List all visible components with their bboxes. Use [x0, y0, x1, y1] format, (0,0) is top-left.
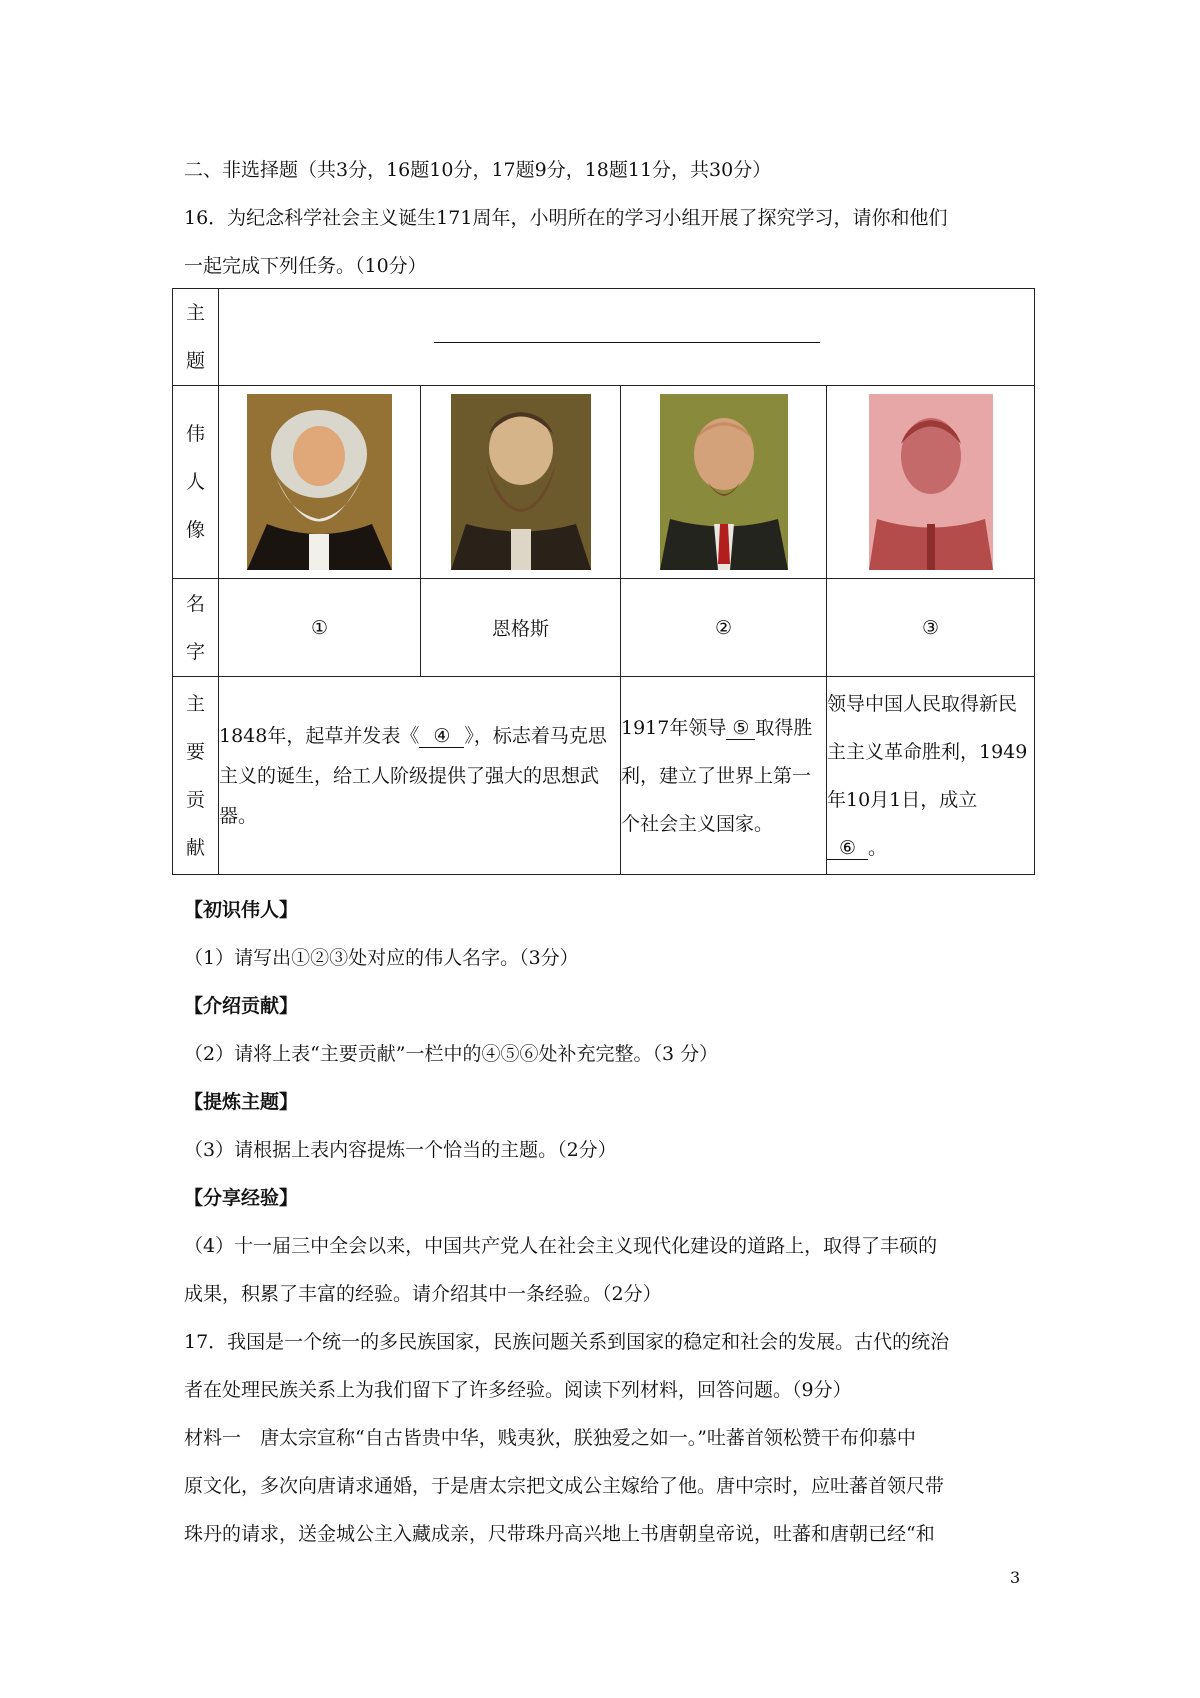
task1-text: （1）请写出①②③处对应的伟人名字。（3分）	[184, 947, 579, 969]
portrait-lenin	[660, 394, 788, 570]
portrait-label: 伟人像	[173, 386, 219, 579]
task1-heading: 【初识伟人】	[184, 899, 299, 921]
q17-line4: 原文化，多次向唐请求通婚，于是唐太宗把文成公主嫁给了他。唐中宗时，应吐蕃首领尺带	[184, 1475, 945, 1497]
q16-line2: 一起完成下列任务。（10分）	[184, 255, 427, 277]
section-title: 二、非选择题（共3分，16题10分，17题9分，18题11分，共30分）	[184, 159, 772, 181]
task4-text-line2: 成果，积累了丰富的经验。请介绍其中一条经验。（2分）	[184, 1283, 662, 1305]
task3-text: （3）请根据上表内容提炼一个恰当的主题。（2分）	[184, 1139, 617, 1161]
name-cell-2: 恩格斯	[421, 579, 621, 677]
name-row	[173, 579, 1035, 677]
theme-blank-cell	[219, 289, 1035, 386]
blank-5: ⑤	[726, 717, 755, 740]
task4-text: （4）十一届三中全会以来，中国共产党人在社会主义现代化建设的道路上，取得了丰硕的	[184, 1235, 938, 1257]
portrait-row	[173, 386, 1035, 579]
contribution-row	[173, 677, 1035, 875]
portrait-cell-1	[219, 386, 421, 579]
contribution-lenin: 1917年领导 ⑤ 取得胜利，建立了世界上第一个社会主义国家。	[621, 677, 827, 875]
q17-line2: 者在处理民族关系上为我们留下了许多经验。阅读下列材料，回答问题。（9分）	[184, 1379, 852, 1401]
q16-line1: 16．为纪念科学社会主义诞生171周年，小明所在的学习小组开展了探究学习，请你和他们	[184, 207, 948, 229]
theme-label: 主题	[173, 289, 219, 386]
contribution-label: 主要贡献	[173, 677, 219, 875]
portrait-mao	[869, 394, 993, 570]
contribution-marx-engels: 1848年，起草并发表《 ④ 》，标志着马克思主义的诞生，给工人阶级提供了强大的思想武器。	[219, 677, 621, 875]
portrait-cell-3	[621, 386, 827, 579]
task4-heading: 【分享经验】	[184, 1187, 299, 1209]
theme-answer-line	[434, 341, 820, 343]
task3-heading: 【提炼主题】	[184, 1091, 299, 1113]
q17-line3: 材料一 唐太宗宣称“自古皆贵中华，贱夷狄，朕独爱之如一。”吐蕃首领松赞干布仰慕中	[184, 1427, 916, 1449]
portrait-engels	[451, 394, 591, 570]
page-number: 3	[1010, 1568, 1021, 1587]
task2-heading: 【介绍贡献】	[184, 995, 299, 1017]
name-label: 名字	[173, 579, 219, 677]
portrait-cell-4	[827, 386, 1035, 579]
portrait-cell-2	[421, 386, 621, 579]
contribution-table	[172, 288, 1035, 875]
name-cell-1: ①	[219, 579, 421, 677]
contribution-mao: 领导中国人民取得新民主主义革命胜利，1949年10月1日，成立⑥ 。	[827, 677, 1035, 875]
name-cell-4: ③	[827, 579, 1035, 677]
blank-6: ⑥	[827, 837, 868, 860]
q17-line5: 珠丹的请求，送金城公主入藏成亲，尺带珠丹高兴地上书唐朝皇帝说，吐蕃和唐朝已经“和	[184, 1523, 935, 1545]
blank-4: ④	[419, 725, 464, 748]
task2-text: （2）请将上表“主要贡献”一栏中的④⑤⑥处补充完整。（3 分）	[184, 1043, 719, 1065]
portrait-marx	[247, 394, 392, 570]
name-cell-3: ②	[621, 579, 827, 677]
q17-line1: 17．我国是一个统一的多民族国家，民族问题关系到国家的稳定和社会的发展。古代的统治	[184, 1331, 950, 1353]
theme-row	[173, 289, 1035, 386]
